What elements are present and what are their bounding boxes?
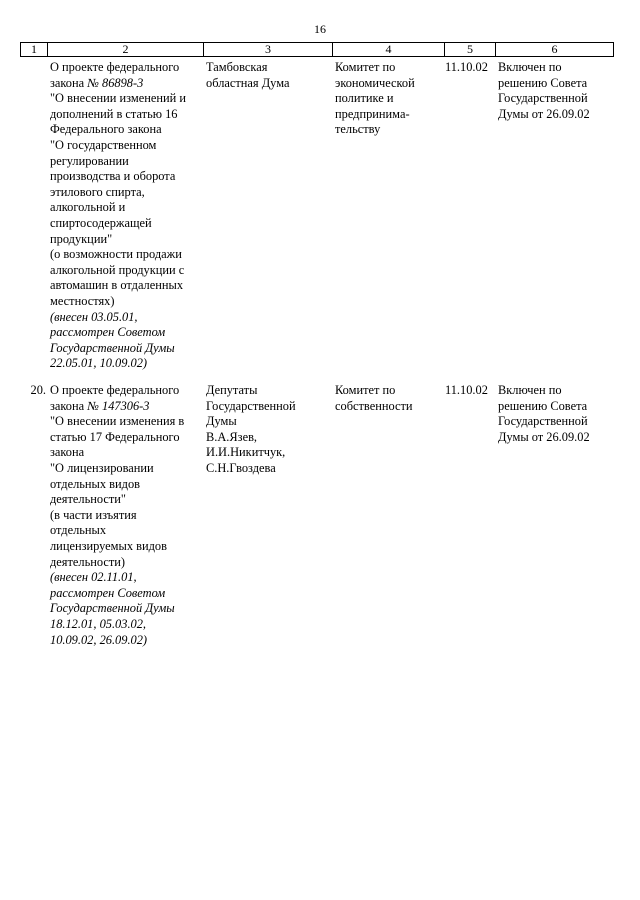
bill-body: "О внесении изменения в статью 17 Федерального закона "О лицензировании отдельных видов деятельности" (в части изъятия отдельных лицензируемых видов деятельности) [50, 414, 185, 569]
bill-title: О проекте федерального закона [50, 383, 180, 413]
committee: Комитет по экономической политике и предпринима- тельству [335, 60, 415, 137]
header-col-2: 2 [48, 43, 204, 56]
date: 11.10.02 [445, 60, 488, 74]
row-number: 20. [30, 383, 46, 397]
status: Включен по решению Совета Государственной Думы от 26.09.02 [498, 383, 590, 444]
bill-note: (внесен 03.05.01, рассмотрен Советом Государственной Думы 22.05.01, 10.09.02) [50, 309, 175, 371]
bill-body: "О внесении изменений и дополнений в статью 16 Федерального закона "О государственном регулировании производства и оборота этилового спирта, алкогольной и спиртосодержащей продукции" (о возможности продажи алкогольной продукции с автомашин в отдаленных местностях) [50, 91, 186, 308]
initiator: Депутаты Государственной Думы В.А.Язев, И.И.Никитчук, С.Н.Гвоздева [206, 383, 296, 475]
date: 11.10.02 [445, 383, 488, 397]
bill-number: № 86898-3 [87, 75, 144, 90]
page-number: 16 [314, 22, 326, 36]
header-col-5: 5 [445, 43, 496, 56]
bill-number: № 147306-3 [87, 398, 150, 413]
bill-description [50, 60, 204, 372]
header-col-1: 1 [21, 43, 48, 56]
bill-title: О проекте федерального закона [50, 60, 180, 90]
bill-note: (внесен 02.11.01, рассмотрен Советом Государственной Думы 18.12.01, 05.03.02, 10.09.02, 26.09.02) [50, 570, 175, 647]
header-col-4: 4 [333, 43, 445, 56]
header-col-6: 6 [551, 42, 558, 56]
bill-description [50, 383, 204, 648]
status: Включен по решению Совета Государственной Думы от 26.09.02 [498, 60, 590, 121]
initiator: Тамбовская областная Дума [206, 60, 290, 90]
table-header [20, 42, 614, 57]
committee: Комитет по собственности [335, 383, 413, 413]
header-col-3: 3 [204, 43, 333, 56]
